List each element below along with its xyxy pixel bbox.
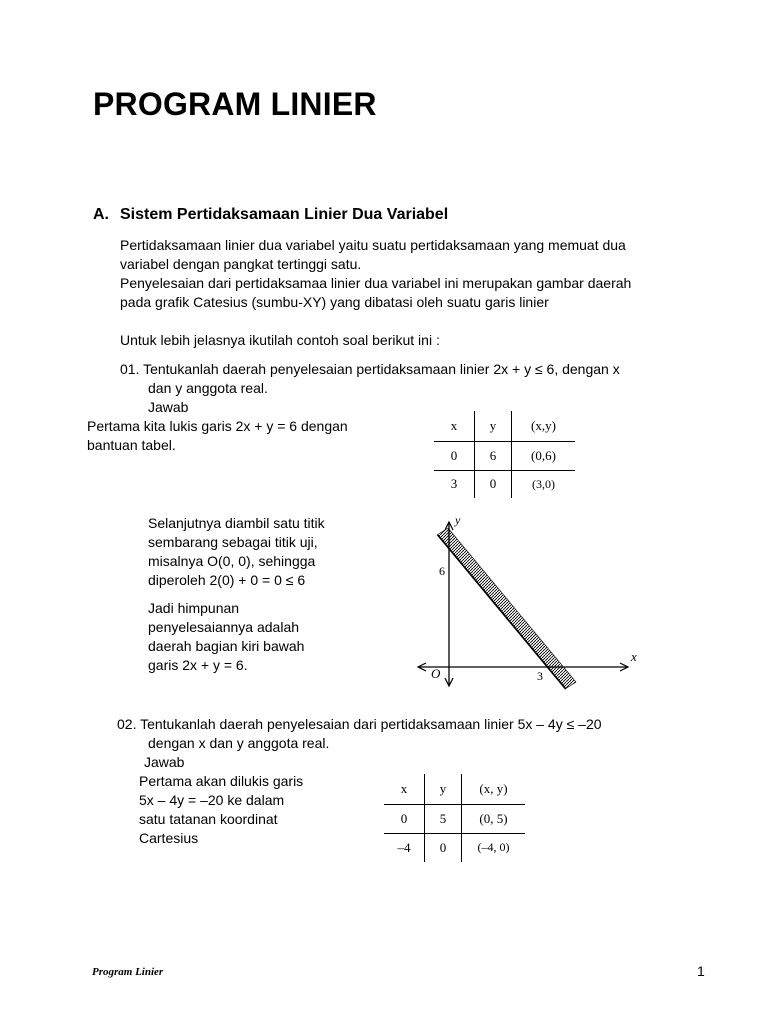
table-cell: 0 bbox=[425, 833, 462, 862]
question-line: dan y anggota real. bbox=[148, 380, 268, 396]
table-row bbox=[384, 774, 525, 804]
step-line: satu tatanan koordinat bbox=[139, 811, 278, 827]
example1-question bbox=[120, 360, 620, 417]
table-cell: y bbox=[475, 411, 512, 441]
example1-step3 bbox=[148, 599, 304, 675]
x-axis-label: x bbox=[631, 649, 637, 664]
table-cell: 0 bbox=[384, 804, 425, 833]
table-cell: x bbox=[384, 774, 425, 804]
table-cell: 6 bbox=[475, 441, 512, 470]
step-line: sembarang sebagai titik uji, bbox=[148, 534, 318, 550]
table-cell: (x,y) bbox=[512, 411, 576, 441]
intro-line: Pertidaksamaan linier dua variabel yaitu suatu pertidaksamaan yang memuat dua bbox=[120, 237, 626, 253]
section-heading bbox=[93, 206, 448, 224]
step-line: Pertama kita lukis garis 2x + y = 6 dengan bbox=[87, 418, 348, 434]
question-line: 01. Tentukanlah daerah penyelesaian pertidaksamaan linier 2x + y ≤ 6, dengan x bbox=[120, 361, 620, 377]
inequality-graph bbox=[410, 508, 650, 690]
table-row bbox=[384, 833, 525, 862]
step-line: bantuan tabel. bbox=[87, 437, 176, 453]
shaded-boundary bbox=[437, 528, 576, 689]
intro-line: variabel dengan pangkat tertinggi satu. bbox=[120, 256, 362, 272]
lead-text: Untuk lebih jelasnya ikutilah contoh soal berikut ini : bbox=[120, 332, 440, 348]
table-row bbox=[434, 470, 575, 498]
step-line: garis 2x + y = 6. bbox=[148, 657, 248, 673]
origin-label: O bbox=[431, 666, 441, 681]
y-intercept-label: 6 bbox=[439, 564, 445, 578]
table-cell: x bbox=[434, 411, 475, 441]
step-line: misalnya O(0, 0), sehingga bbox=[148, 553, 316, 569]
table-row bbox=[384, 804, 525, 833]
step-line: 5x – 4y = –20 ke dalam bbox=[139, 792, 285, 808]
step-line: Cartesius bbox=[139, 830, 199, 846]
table-row bbox=[434, 441, 575, 470]
example2-step1 bbox=[139, 772, 303, 848]
intro-line: Penyelesaian dari pertidaksamaa linier dua variabel ini merupakan gambar daerah bbox=[120, 275, 632, 291]
page-title: PROGRAM LINIER bbox=[93, 86, 377, 122]
question-line: 02. Tentukanlah daerah penyelesaian dari pertidaksamaan linier 5x – 4y ≤ –20 bbox=[117, 716, 602, 732]
step-line: penyelesaiannya adalah bbox=[148, 619, 300, 635]
table-cell: 5 bbox=[425, 804, 462, 833]
example2-question bbox=[117, 715, 602, 772]
page-number: 1 bbox=[697, 963, 705, 979]
table-cell: y bbox=[425, 774, 462, 804]
y-axis-label: y bbox=[455, 513, 461, 527]
section-number: A. bbox=[93, 206, 109, 223]
x-intercept-label: 3 bbox=[537, 669, 543, 683]
example1-step2 bbox=[148, 514, 325, 590]
step-line: Pertama akan dilukis garis bbox=[139, 773, 304, 789]
example1-step1 bbox=[87, 417, 348, 455]
example2-table bbox=[384, 774, 525, 862]
intro-paragraph bbox=[120, 236, 631, 312]
step-line: Jadi himpunan bbox=[148, 600, 240, 616]
section-title: Sistem Pertidaksamaan Linier Dua Variabel bbox=[120, 206, 449, 223]
step-line: Selanjutnya diambil satu titik bbox=[148, 515, 325, 531]
table-cell: (0, 5) bbox=[462, 804, 526, 833]
answer-label: Jawab bbox=[148, 399, 189, 415]
table-cell: (x, y) bbox=[462, 774, 526, 804]
table-cell: (0,6) bbox=[512, 441, 576, 470]
step-line: daerah bagian kiri bawah bbox=[148, 638, 305, 654]
table-cell: (–4, 0) bbox=[462, 833, 526, 862]
table-cell: –4 bbox=[384, 833, 425, 862]
boundary-line bbox=[438, 535, 566, 689]
footer-title: Program Linier bbox=[92, 966, 164, 978]
table-row bbox=[434, 411, 575, 441]
table-cell: 0 bbox=[475, 470, 512, 498]
table-cell: 0 bbox=[434, 441, 475, 470]
table-cell: 3 bbox=[434, 470, 475, 498]
example1-table bbox=[434, 411, 575, 498]
step-line: diperoleh 2(0) + 0 = 0 ≤ 6 bbox=[148, 572, 306, 588]
question-line: dengan x dan y anggota real. bbox=[148, 735, 330, 751]
answer-label: Jawab bbox=[144, 754, 185, 770]
table-cell: (3,0) bbox=[512, 470, 576, 498]
intro-line: pada grafik Catesius (sumbu-XY) yang dibatasi oleh suatu garis linier bbox=[120, 294, 549, 310]
